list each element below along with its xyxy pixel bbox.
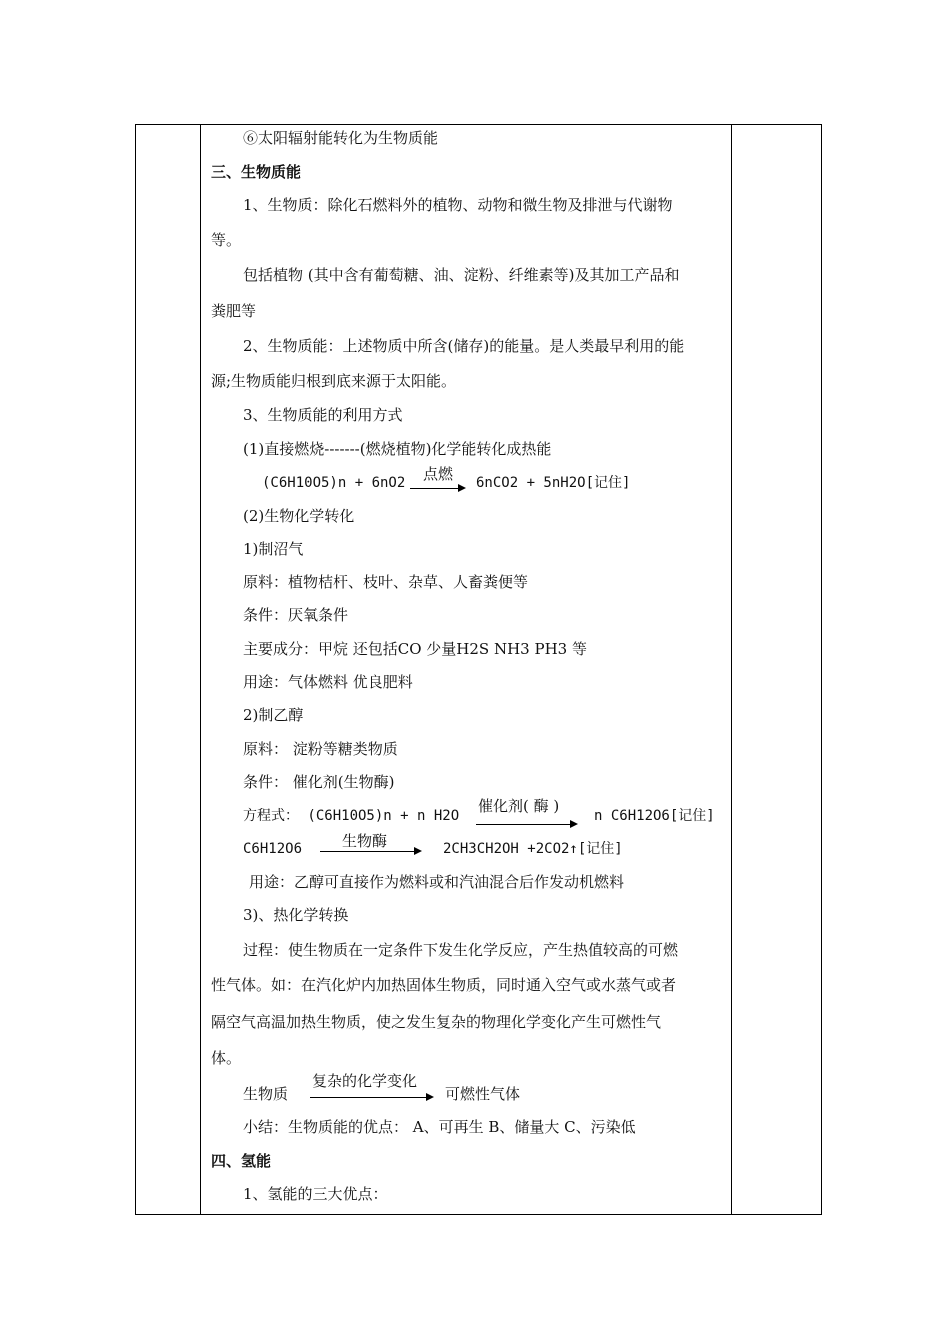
text-line: (1)直接燃烧-------(燃烧植物)化学能转化成热能 bbox=[243, 440, 552, 458]
text-line: 等。 bbox=[211, 231, 242, 249]
text-line: 小结：生物质能的优点： A、可再生 B、储量大 C、污染低 bbox=[243, 1118, 636, 1136]
reaction-arrow bbox=[320, 851, 420, 852]
equation-reactants: (C6H10O5)n + 6nO2 bbox=[262, 475, 406, 491]
text-line: 条件：厌氧条件 bbox=[243, 606, 349, 624]
column-divider-left bbox=[200, 124, 201, 1215]
arrow-condition: 复杂的化学变化 bbox=[312, 1072, 418, 1090]
arrow-condition: 点燃 bbox=[423, 465, 454, 483]
text-line: 原料： 淀粉等糖类物质 bbox=[243, 740, 398, 758]
text-line: 隔空气高温加热生物质，使之发生复杂的物理化学变化产生可燃性气 bbox=[211, 1013, 662, 1031]
text-line: 性气体。如：在汽化炉内加热固体生物质，同时通入空气或水蒸气或者 bbox=[211, 976, 677, 994]
arrow-condition: 催化剂( 酶 ) bbox=[478, 797, 560, 815]
text-line: 体。 bbox=[211, 1049, 242, 1067]
text-line: 粪肥等 bbox=[211, 302, 257, 320]
reaction-arrow bbox=[410, 488, 464, 489]
text-line: 过程：使生物质在一定条件下发生化学反应，产生热值较高的可燃 bbox=[243, 941, 679, 959]
text-line: 2、生物质能：上述物质中所含(储存)的能量。是人类最早利用的能 bbox=[243, 337, 685, 355]
equation-reactants: 方程式： (C6H10O5)n + n H2O bbox=[243, 808, 460, 824]
equation-products: 2CH3CH2OH +2CO2↑[记住] bbox=[443, 841, 623, 857]
text-line: 3)、热化学转换 bbox=[243, 906, 349, 924]
text-line: 源;生物质能归根到底来源于太阳能。 bbox=[211, 372, 457, 390]
text-line: ⑥太阳辐射能转化为生物质能 bbox=[243, 129, 439, 147]
text-line: 1、氢能的三大优点： bbox=[243, 1185, 388, 1203]
reaction-arrow bbox=[310, 1097, 432, 1098]
text-line: 2)制乙醇 bbox=[243, 706, 304, 724]
equation-products: 6nCO2 + 5nH2O[记住] bbox=[476, 475, 631, 491]
text-line: 主要成分：甲烷 还包括CO 少量H2S NH3 PH3 等 bbox=[243, 640, 587, 658]
text-line: 原料：植物桔杆、枝叶、杂草、人畜粪便等 bbox=[243, 573, 529, 591]
equation-products: n C6H12O6[记住] bbox=[594, 808, 715, 824]
text-line: 1、生物质：除化石燃料外的植物、动物和微生物及排泄与代谢物 bbox=[243, 196, 673, 214]
section-heading: 四、氢能 bbox=[211, 1152, 272, 1170]
section-heading: 三、生物质能 bbox=[211, 163, 302, 181]
text-line: 1)制沼气 bbox=[243, 540, 304, 558]
text-line: 用途：乙醇可直接作为燃料或和汽油混合后作发动机燃料 bbox=[249, 873, 625, 891]
text-line: 条件： 催化剂(生物酶) bbox=[243, 773, 395, 791]
text-line: 包括植物 (其中含有葡萄糖、油、淀粉、纤维素等)及其加工产品和 bbox=[243, 266, 680, 284]
text-line: 用途：气体燃料 优良肥料 bbox=[243, 673, 413, 691]
equation-reactants: 生物质 bbox=[243, 1085, 289, 1103]
reaction-arrow bbox=[476, 824, 576, 825]
text-line: (2)生物化学转化 bbox=[243, 507, 355, 525]
text-line: 3、生物质能的利用方式 bbox=[243, 406, 403, 424]
arrow-condition: 生物酶 bbox=[342, 832, 388, 850]
column-divider-right bbox=[731, 124, 732, 1215]
equation-products: 可燃性气体 bbox=[445, 1085, 521, 1103]
equation-reactants: C6H12O6 bbox=[243, 841, 303, 857]
